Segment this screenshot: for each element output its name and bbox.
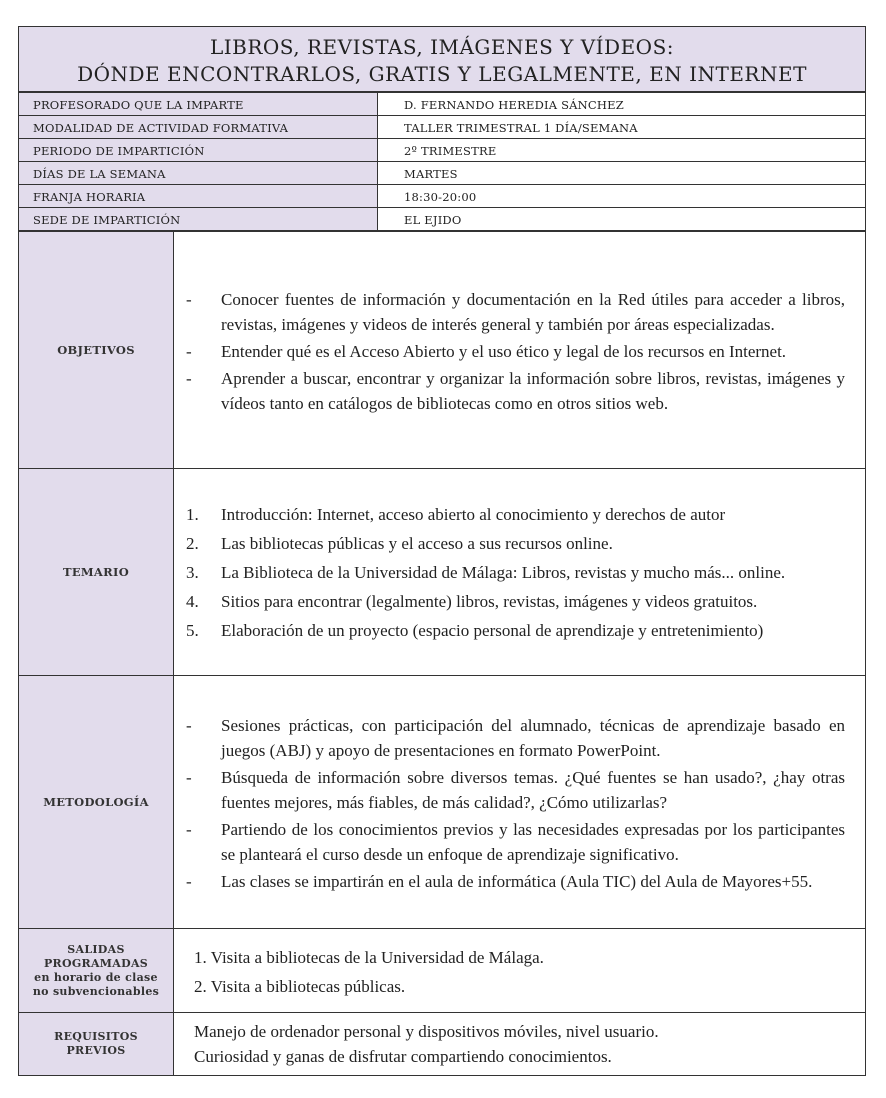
info-value: TALLER TRIMESTRAL 1 DÍA/SEMANA xyxy=(378,116,866,139)
requisitos-line: Curiosidad y ganas de disfrutar compartiendo conocimientos. xyxy=(194,1047,612,1066)
list-item xyxy=(186,713,845,763)
info-label: DÍAS DE LA SEMANA xyxy=(19,162,378,185)
list-item xyxy=(186,531,845,556)
temario-body xyxy=(174,469,866,676)
list-number: 3. xyxy=(186,562,199,582)
bullet-marker: - xyxy=(186,341,192,361)
list-number: 1. xyxy=(186,504,199,524)
bullet-marker: - xyxy=(186,289,192,309)
section-label-metodologia: METODOLOGÍA xyxy=(19,676,174,929)
list-item-text: Conocer fuentes de información y documentación en la Red útiles para acceder a libros, revistas, imágenes y videos de interés general y también por áreas especializadas. xyxy=(221,289,845,334)
info-row-schedule xyxy=(19,185,866,208)
list-item xyxy=(186,287,845,337)
list-item xyxy=(186,589,845,614)
info-label: PERIODO DE IMPARTICIÓN xyxy=(19,139,378,162)
info-value: MARTES xyxy=(378,162,866,185)
metodologia-body xyxy=(174,676,866,929)
course-sheet xyxy=(18,26,866,1076)
title-box xyxy=(18,26,866,92)
list-number: 2. xyxy=(194,976,207,996)
salidas-label-line: SALIDAS xyxy=(67,942,125,956)
requisitos-body xyxy=(174,1013,866,1076)
info-row-modality xyxy=(19,116,866,139)
section-label-objetivos: OBJETIVOS xyxy=(19,232,174,469)
list-item xyxy=(194,974,851,999)
list-item-text: Elaboración de un proyecto (espacio personal de aprendizaje y entretenimiento) xyxy=(221,620,764,640)
info-row-days xyxy=(19,162,866,185)
list-number: 5. xyxy=(186,620,199,640)
salidas-body xyxy=(174,929,866,1013)
info-value: EL EJIDO xyxy=(378,208,866,231)
requisitos-line: Manejo de ordenador personal y dispositivos móviles, nivel usuario. xyxy=(194,1022,659,1041)
info-value: D. FERNANDO HEREDIA SÁNCHEZ xyxy=(378,93,866,116)
bullet-marker: - xyxy=(186,715,192,735)
sections-table xyxy=(18,231,866,1076)
list-item-text: Visita a bibliotecas de la Universidad de Málaga. xyxy=(210,947,544,967)
requisitos-label-line: PREVIOS xyxy=(66,1044,126,1057)
info-label: MODALIDAD DE ACTIVIDAD FORMATIVA xyxy=(19,116,378,139)
bullet-marker: - xyxy=(186,871,192,891)
section-metodologia xyxy=(19,676,866,929)
list-item-text: Entender qué es el Acceso Abierto y el uso ético y legal de los recursos en Internet. xyxy=(221,341,787,361)
list-item-text: Visita a bibliotecas públicas. xyxy=(210,976,406,996)
info-row-venue xyxy=(19,208,866,231)
list-item xyxy=(186,502,845,527)
section-salidas xyxy=(19,929,866,1013)
section-label-temario: TEMARIO xyxy=(19,469,174,676)
list-item xyxy=(194,945,851,970)
title-line-2: DÓNDE ENCONTRARLOS, GRATIS Y LEGALMENTE, EN INTERNET xyxy=(77,62,807,86)
section-label-salidas xyxy=(19,929,174,1013)
list-item xyxy=(186,765,845,815)
objetivos-body xyxy=(174,232,866,469)
salidas-label-line: en horario de clase xyxy=(34,970,158,984)
list-number: 1. xyxy=(194,947,207,967)
section-requisitos xyxy=(19,1013,866,1076)
bullet-marker: - xyxy=(186,819,192,839)
list-item-text: Búsqueda de información sobre diversos temas. ¿Qué fuentes se han usado?, ¿hay otras fuentes mejores, más fiables, de más calidad?, ¿Cómo utilizarlas? xyxy=(221,767,845,812)
bullet-marker: - xyxy=(186,368,192,388)
list-item-text: Introducción: Internet, acceso abierto al conocimiento y derechos de autor xyxy=(221,504,726,524)
requisitos-label-line: REQUISITOS xyxy=(54,1030,138,1043)
info-row-period xyxy=(19,139,866,162)
info-value: 18:30-20:00 xyxy=(378,185,866,208)
section-label-requisitos xyxy=(19,1013,174,1076)
list-item-text: Sitios para encontrar (legalmente) libros, revistas, imágenes y videos gratuitos. xyxy=(221,591,758,611)
info-label: FRANJA HORARIA xyxy=(19,185,378,208)
info-label: SEDE DE IMPARTICIÓN xyxy=(19,208,378,231)
list-item-text: Partiendo de los conocimientos previos y las necesidades expresadas por los participantes se planteará el curso desde un enfoque de aprendizaje significativo. xyxy=(221,819,845,864)
section-objetivos xyxy=(19,232,866,469)
list-item xyxy=(186,618,845,643)
list-item-text: Aprender a buscar, encontrar y organizar la información sobre libros, revistas, imágenes y vídeos tanto en catálogos de bibliotecas como en otros sitios web. xyxy=(221,368,845,413)
list-item-text: Las bibliotecas públicas y el acceso a sus recursos online. xyxy=(221,533,613,553)
section-temario xyxy=(19,469,866,676)
list-item xyxy=(186,366,845,416)
list-item-text: Las clases se impartirán en el aula de informática (Aula TIC) del Aula de Mayores+55. xyxy=(221,871,813,891)
salidas-label-line: no subvencionables xyxy=(32,984,160,998)
info-table xyxy=(18,92,866,231)
list-item xyxy=(186,339,845,364)
list-item xyxy=(186,817,845,867)
list-item-text: La Biblioteca de la Universidad de Málaga: Libros, revistas y mucho más... online. xyxy=(221,562,786,582)
info-label: PROFESORADO QUE LA IMPARTE xyxy=(19,93,378,116)
list-number: 2. xyxy=(186,533,199,553)
list-item xyxy=(186,869,845,894)
salidas-label-line: PROGRAMADAS xyxy=(43,956,149,970)
title-line-1: LIBROS, REVISTAS, IMÁGENES Y VÍDEOS: xyxy=(209,35,675,59)
bullet-marker: - xyxy=(186,767,192,787)
info-row-teacher xyxy=(19,93,866,116)
list-number: 4. xyxy=(186,591,199,611)
list-item-text: Sesiones prácticas, con participación del alumnado, técnicas de aprendizaje basado en juegos (ABJ) y apoyo de presentaciones en formato PowerPoint. xyxy=(221,715,845,760)
info-value: 2º TRIMESTRE xyxy=(378,139,866,162)
list-item xyxy=(186,560,845,585)
